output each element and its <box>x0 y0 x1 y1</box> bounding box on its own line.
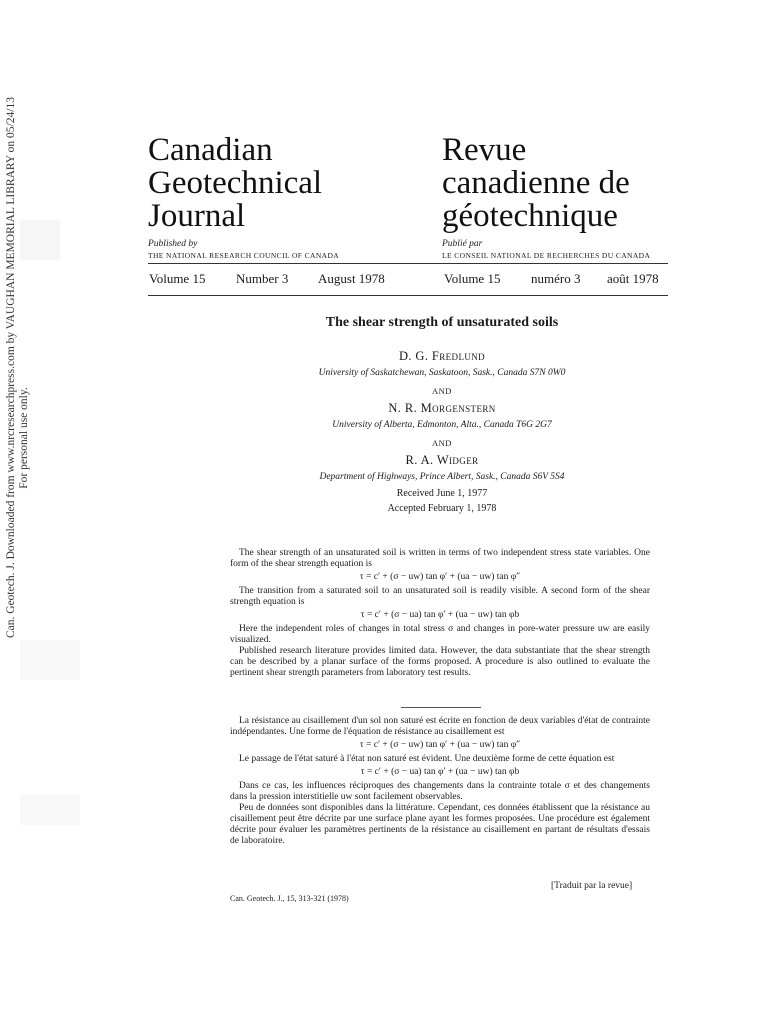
abstract-paragraph: The shear strength of an unsaturated soil is written in terms of two independent stress state variables. One form of the shear strength equation is <box>230 548 650 569</box>
author-affiliation: Department of Highways, Prince Albert, Sask., Canada S6V 5S4 <box>319 472 565 482</box>
author-name: R. A. Widger <box>405 453 479 467</box>
abstract-divider <box>401 707 481 708</box>
published-by-label-french: Publié par <box>442 239 483 249</box>
scan-artifact <box>20 795 80 825</box>
citation: Can. Geotech. J., 15, 313-321 (1978) <box>230 894 349 903</box>
download-notice <box>5 97 31 638</box>
abstract-paragraph: Peu de données sont disponibles dans la littérature. Cependant, ces données établissent que la résistance au cisaillement peut être décrite par une surface plane ayant les formes proposées. Une procédure est également décrite pour évaluer les paramètres pertinents de la résistance au cisaillement en partant de résultats d'essais de laboratoire. <box>230 803 650 846</box>
and-separator: AND <box>432 386 452 396</box>
abstract-paragraph: The transition from a saturated soil to an unsaturated soil is readily visible. A second form of the shear strength equation is <box>230 586 650 607</box>
and-separator: AND <box>432 438 452 448</box>
date-english: August 1978 <box>318 271 385 286</box>
volume-english: Volume 15 <box>149 271 206 286</box>
abstract-french <box>230 716 650 847</box>
scan-artifact <box>20 640 80 680</box>
header-rule <box>148 263 668 264</box>
received-date: Received June 1, 1977 <box>396 488 488 499</box>
download-notice-line2: For personal use only. <box>18 387 30 489</box>
number-english: Number 3 <box>236 271 289 286</box>
masthead-english <box>148 134 408 260</box>
shear-strength-equation: τ = c′ + (σ − ua) tan φ′ + (ua − uw) tan φb <box>360 767 520 777</box>
shear-strength-equation: τ = c′ + (σ − uw) tan φ′ + (ua − uw) tan φ″ <box>359 740 521 750</box>
shear-strength-equation: τ = c′ + (σ − uw) tan φ′ + (ua − uw) tan φ″ <box>359 572 521 582</box>
publisher-french: LE CONSEIL NATIONAL DE RECHERCHES DU CANADA <box>442 251 651 260</box>
shear-strength-equation: τ = c′ + (σ − ua) tan φ′ + (ua − uw) tan φb <box>360 610 520 620</box>
abstract-paragraph: Here the independent roles of changes in total stress σ and changes in pore-water pressure uw are easily visualized. <box>230 624 650 645</box>
issue-rule <box>148 295 668 296</box>
volume-french: Volume 15 <box>444 271 501 286</box>
date-french: août 1978 <box>607 271 659 286</box>
author-affiliation: University of Saskatchewan, Saskatoon, Sask., Canada S7N 0W0 <box>318 368 566 378</box>
author-name: N. R. Morgenstern <box>388 401 496 415</box>
abstract-paragraph: Dans ce cas, les influences réciproques des changements dans la contrainte totale σ et des changements dans la pression interstitielle uw sont facilement observables. <box>230 781 650 802</box>
journal-title-english: Canadian Geotechnical Journal <box>148 132 323 234</box>
published-by-label: Published by <box>148 239 198 249</box>
article-title: The shear strength of unsaturated soils <box>325 315 559 330</box>
abstract-paragraph: Published research literature provides limited data. However, the data substantiate that the shear strength can be described by a planar surface of the forms proposed. A procedure is also outlined to evaluate the pertinent shear strength parameters from laboratory test results. <box>230 646 650 678</box>
author-name: D. G. Fredlund <box>398 349 486 363</box>
masthead-french <box>442 134 702 260</box>
accepted-date: Accepted February 1, 1978 <box>387 503 497 514</box>
number-french: numéro 3 <box>531 271 581 286</box>
scan-artifact <box>20 220 60 260</box>
abstract-english <box>230 548 650 679</box>
abstract-paragraph: Le passage de l'état saturé à l'état non saturé est évident. Une deuxième forme de cette équation est <box>239 754 615 764</box>
translation-note: [Traduit par la revue] <box>551 881 633 891</box>
abstract-paragraph: La résistance au cisaillement d'un sol non saturé est écrite en fonction de deux variables d'état de contrainte indépendantes. Une forme de l'équation de résistance au cisaillement est <box>230 716 650 737</box>
download-notice-line1: Can. Geotech. J. Downloaded from www.nrcresearchpress.com by VAUGHAN MEMORIAL LIBRARY on 05/24/13 <box>5 97 17 638</box>
journal-title-french: Revue canadienne de géotechnique <box>442 132 630 234</box>
publisher-english: THE NATIONAL RESEARCH COUNCIL OF CANADA <box>148 251 340 260</box>
author-affiliation: University of Alberta, Edmonton, Alta., Canada T6G 2G7 <box>332 420 552 430</box>
